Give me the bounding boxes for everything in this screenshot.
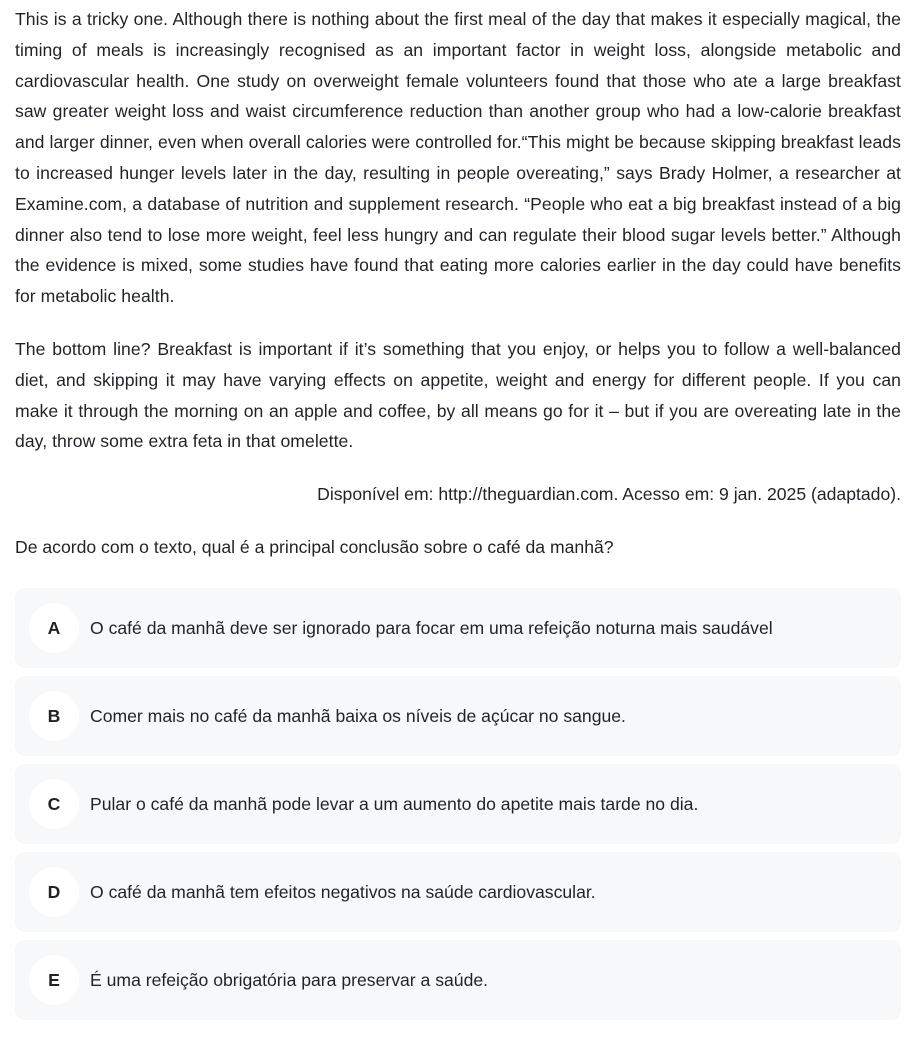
- option-c[interactable]: [15, 764, 901, 844]
- option-b[interactable]: [15, 676, 901, 756]
- option-a[interactable]: [15, 588, 901, 668]
- option-e[interactable]: [15, 940, 901, 1020]
- answer-options: [15, 588, 901, 1020]
- option-letter-badge: D: [29, 867, 79, 917]
- reading-passage: [15, 4, 901, 457]
- option-text: Comer mais no café da manhã baixa os níveis de açúcar no sangue.: [90, 706, 626, 727]
- question-prompt: De acordo com o texto, qual é a principal conclusão sobre o café da manhã?: [15, 537, 614, 558]
- option-letter-badge: B: [29, 691, 79, 741]
- option-d[interactable]: [15, 852, 901, 932]
- option-letter-badge: E: [29, 955, 79, 1005]
- option-text: O café da manhã tem efeitos negativos na saúde cardiovascular.: [90, 882, 596, 903]
- option-letter-badge: C: [29, 779, 79, 829]
- option-text: É uma refeição obrigatória para preservar a saúde.: [90, 970, 489, 991]
- passage-paragraph-2: The bottom line? Breakfast is important if it’s something that you enjoy, or helps you to follow a well-balanced diet, and skipping it may have varying effects on appetite, weight and energy for different people. If you can make it through the morning on an apple and coffee, by all means go for it – but if you are overeating late in the day, throw some extra feta in that omelette.: [15, 338, 901, 452]
- passage-paragraph-1: This is a tricky one. Although there is nothing about the first meal of the day that makes it especially magical, the timing of meals is increasingly recognised as an important factor in weight loss, alongside metabolic and cardiovascular health. One study on overweight female volunteers found that those who ate a large breakfast saw greater weight loss and waist circumference reduction than another group who had a low-calorie breakfast and larger dinner, even when overall calories were controlled for.“This might be because skipping breakfast leads to increased hunger levels later in the day, resulting in people overeating,” says Brady Holmer, a researcher at Examine.com, a database of nutrition and supplement research. “People who eat a big breakfast instead of a big dinner also tend to lose more weight, feel less hungry and can regulate their blood sugar levels better.” Although the evidence is mixed, some studies have found that eating more calories earlier in the day could have benefits for metabolic health.: [15, 9, 901, 307]
- option-letter-badge: A: [29, 603, 79, 653]
- source-citation: Disponível em: http://theguardian.com. Acesso em: 9 jan. 2025 (adaptado).: [317, 484, 901, 505]
- option-text: O café da manhã deve ser ignorado para focar em uma refeição noturna mais saudável: [90, 618, 773, 639]
- option-text: Pular o café da manhã pode levar a um aumento do apetite mais tarde no dia.: [90, 794, 699, 815]
